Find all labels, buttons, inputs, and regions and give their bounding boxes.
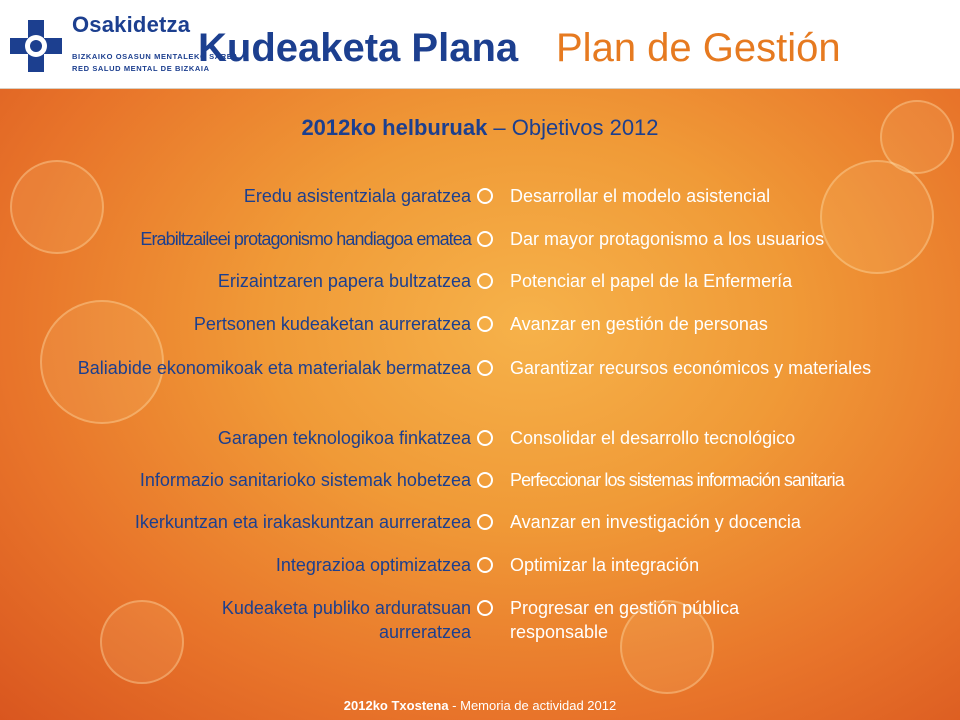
objective-es: Optimizar la integración bbox=[510, 555, 700, 575]
objective-es: Garantizar recursos económicos y materiales bbox=[510, 358, 872, 378]
objective-eu: Eredu asistentziala garatzea bbox=[243, 186, 471, 206]
bullet-ring-icon bbox=[477, 472, 493, 488]
logo-name: Osakidetza bbox=[72, 12, 191, 37]
page-title-eu: Kudeaketa Plana bbox=[198, 26, 519, 70]
osakidetza-logo-icon bbox=[8, 18, 64, 74]
footer bbox=[0, 698, 960, 713]
bullet-ring-icon bbox=[477, 557, 493, 573]
bullet-ring-icon bbox=[477, 360, 493, 376]
footer-eu: 2012ko Txostena bbox=[343, 698, 449, 713]
objective-es: Avanzar en investigación y docencia bbox=[510, 512, 801, 532]
bullet-ring-icon bbox=[477, 316, 493, 332]
objective-es: Consolidar el desarrollo tecnológico bbox=[510, 428, 796, 448]
subtitle-eu: 2012ko helburuak bbox=[301, 115, 488, 140]
objective-eu: Erizaintzaren papera bultzatzea bbox=[217, 271, 471, 291]
objective-es: Dar mayor protagonismo a los usuarios bbox=[510, 229, 825, 249]
section-subtitle bbox=[0, 115, 960, 141]
bullet-ring-icon bbox=[477, 430, 493, 446]
objective-eu: Kudeaketa publiko arduratsuan aurreratzea bbox=[221, 598, 471, 642]
logo-subtitle-eu: BIZKAIKO OSASUN MENTALEKO SAREA bbox=[72, 52, 239, 61]
objective-eu: Ikerkuntzan eta irakaskuntzan aurreratzea bbox=[134, 512, 471, 532]
logo-subtitle-es: RED SALUD MENTAL DE BIZKAIA bbox=[72, 64, 210, 73]
header-bar bbox=[0, 0, 960, 89]
objective-es: Potenciar el papel de la Enfermería bbox=[510, 271, 793, 291]
bokeh-circle bbox=[820, 160, 934, 274]
objective-eu: Baliabide ekonomikoak eta materialak bermatzea bbox=[77, 358, 471, 378]
objective-eu: Garapen teknologikoa finkatzea bbox=[217, 428, 471, 448]
objective-es: Perfeccionar los sistemas información sanitaria bbox=[510, 470, 844, 490]
subtitle-es: – Objetivos 2012 bbox=[487, 115, 659, 140]
bullet-ring-icon bbox=[477, 273, 493, 289]
bullet-ring-icon bbox=[477, 514, 493, 530]
objective-es: Avanzar en gestión de personas bbox=[510, 314, 768, 334]
page-title-es: Plan de Gestión bbox=[556, 26, 841, 70]
bullet-ring-icon bbox=[477, 231, 493, 247]
objective-eu: Informazio sanitarioko sistemak hobetzea bbox=[139, 470, 471, 490]
objective-es: Progresar en gestión pública responsable bbox=[510, 598, 740, 642]
footer-separator: - bbox=[448, 698, 461, 713]
objective-eu: Integrazioa optimizatzea bbox=[275, 555, 471, 575]
objective-eu: Erabiltzaileei protagonismo handiagoa ematea bbox=[140, 229, 471, 249]
footer-es: Memoria de actividad 2012 bbox=[460, 698, 617, 713]
bullet-ring-icon bbox=[477, 600, 493, 616]
objective-es: Desarrollar el modelo asistencial bbox=[510, 186, 771, 206]
bullet-ring-icon bbox=[477, 188, 493, 204]
objective-eu: Pertsonen kudeaketan aurreratzea bbox=[193, 314, 471, 334]
